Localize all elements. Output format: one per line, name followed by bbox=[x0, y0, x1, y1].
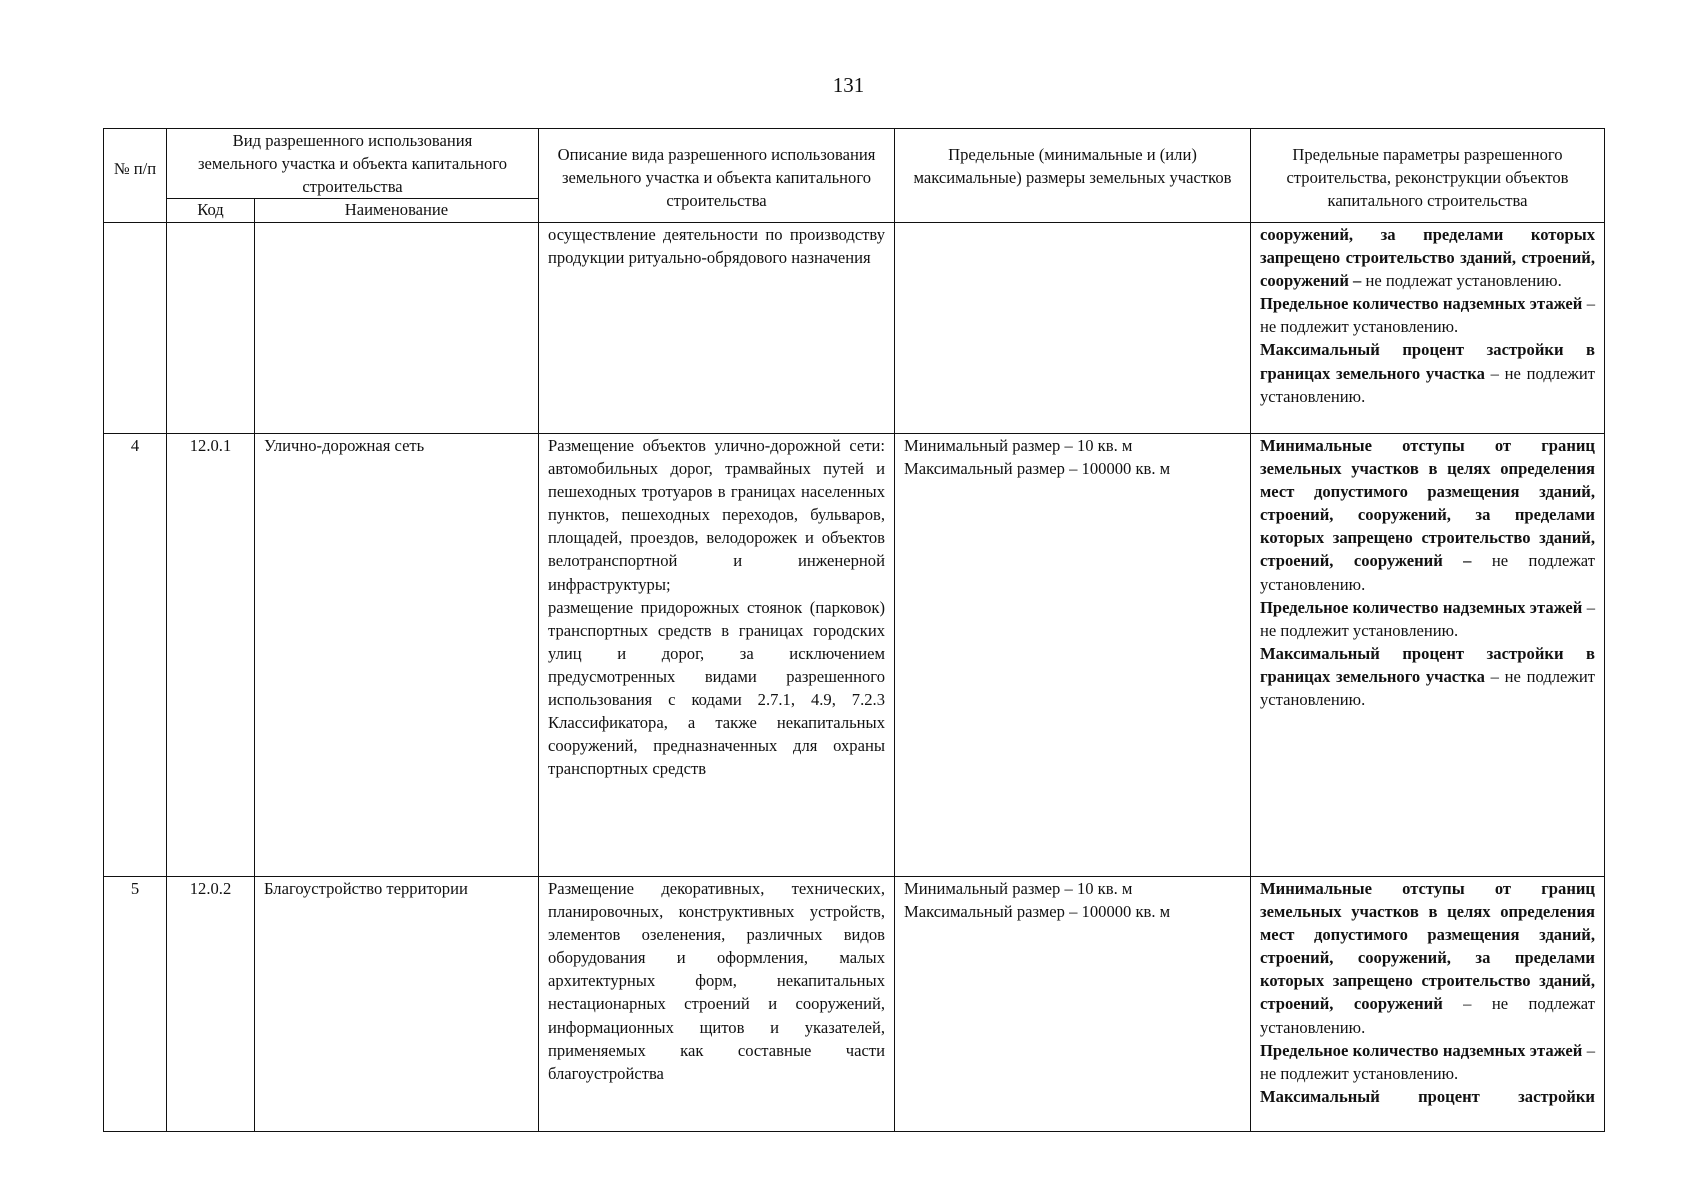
params-coverage: Максимальный процент застройки в границах земельного участка – не подлежит установлению. bbox=[1260, 340, 1595, 406]
row-num bbox=[104, 223, 167, 434]
page-number: 131 bbox=[832, 73, 865, 97]
row-sizes bbox=[895, 223, 1251, 434]
size-min: Минимальный размер – 10 кв. м bbox=[904, 436, 1133, 455]
params-floors: Предельное количество надземных этажей – не подлежит установлению. bbox=[1260, 1040, 1595, 1083]
header-code-cell bbox=[167, 199, 255, 223]
table-row bbox=[104, 877, 1605, 1132]
row-name bbox=[255, 223, 539, 434]
row-name: Улично-дорожная сеть bbox=[255, 434, 539, 877]
row-name: Благоустройство территории bbox=[255, 877, 539, 1132]
header-num-cell bbox=[104, 129, 167, 223]
header-name-cell bbox=[255, 199, 539, 223]
row-code bbox=[167, 223, 255, 434]
header-sizes: Предельные (минимальные и (или) максимальные) размеры земельных участков bbox=[913, 145, 1232, 187]
header-sizes-cell bbox=[895, 129, 1251, 223]
table-row bbox=[104, 434, 1605, 877]
row-params bbox=[1251, 434, 1605, 877]
size-min: Минимальный размер – 10 кв. м bbox=[904, 879, 1133, 898]
params-setback: сооружений, за пределами которых запрещено строительство зданий, строений, сооружений – не подлежат установлению. bbox=[1260, 225, 1595, 291]
description-paragraph: размещение придорожных стоянок (парковок) транспортных средств в границах городских улиц и дорог, за исключением предусмотренных видами разрешенного использования с кодами 2.7.1, 4.9, 7.2.3 Классификатора, а также некапитальных сооружений, предназначенных для охраны транспортных средств bbox=[548, 597, 885, 779]
header-num: № п/п bbox=[113, 159, 157, 178]
size-max: Максимальный размер – 100000 кв. м bbox=[904, 902, 1171, 922]
header-group-cell bbox=[167, 129, 539, 199]
table-row bbox=[104, 223, 1605, 434]
params-floors: Предельное количество надземных этажей – не подлежит установлению. bbox=[1260, 294, 1595, 337]
header-group: Вид разрешенного использования земельного участка и объекта капитального строительства bbox=[197, 131, 508, 196]
description-paragraph: Размещение декоративных, технических, планировочных, конструктивных устройств, элементов озеленения, различных видов оборудования и оформления, малых архитектурных форм, некапитальных нестационарных строений и сооружений, информационных щитов и указателей, применяемых как составные части благоустройства bbox=[548, 879, 885, 1083]
row-num: 5 bbox=[104, 877, 167, 1132]
row-description bbox=[539, 434, 895, 877]
row-params bbox=[1251, 877, 1605, 1132]
header-code: Код bbox=[197, 200, 224, 219]
size-max: Максимальный размер – 100000 кв. м bbox=[904, 459, 1171, 479]
row-sizes bbox=[895, 877, 1251, 1132]
description-paragraph: осуществление деятельности по производству продукции ритуально-обрядового назначения bbox=[548, 225, 885, 268]
params-setback: Минимальные отступы от границ земельных участков в целях определения мест допустимого размещения зданий, строений, сооружений, за пределами которых запрещено строительство зданий, строений, сооружений – не подлежат установлению. bbox=[1260, 436, 1595, 594]
params-floors: Предельное количество надземных этажей – не подлежит установлению. bbox=[1260, 597, 1595, 640]
params-coverage: Максимальный процент застройки в границах земельного участка – не подлежит установлению. bbox=[1260, 643, 1595, 710]
land-use-table bbox=[103, 128, 1605, 1132]
row-num: 4 bbox=[104, 434, 167, 877]
header-description: Описание вида разрешенного использования земельного участка и объекта капитального строительства bbox=[557, 145, 876, 210]
table-header bbox=[104, 129, 1605, 223]
row-code: 12.0.1 bbox=[167, 434, 255, 877]
params-coverage: Максимальный процент застройки bbox=[1260, 1086, 1595, 1106]
description-paragraph: Размещение объектов улично-дорожной сети: автомобильных дорог, трамвайных путей и пешеходных тротуаров в границах населенных пунктов, пешеходных переходов, бульваров, площадей, проездов, велодорожек и объектов велотранспортной и инженерной инфраструктуры; bbox=[548, 436, 885, 594]
header-description-cell bbox=[539, 129, 895, 223]
header-params: Предельные параметры разрешенного строительства, реконструкции объектов капитального строительства bbox=[1286, 145, 1569, 210]
row-params bbox=[1251, 223, 1605, 434]
header-params-cell bbox=[1251, 129, 1605, 223]
header-name: Наименование bbox=[344, 200, 449, 219]
row-description bbox=[539, 223, 895, 434]
row-code: 12.0.2 bbox=[167, 877, 255, 1132]
row-sizes bbox=[895, 434, 1251, 877]
row-description bbox=[539, 877, 895, 1132]
params-setback: Минимальные отступы от границ земельных участков в целях определения мест допустимого размещения зданий, строений, сооружений, за пределами которых запрещено строительство зданий, строений, сооружений – не подлежат установлению. bbox=[1260, 879, 1595, 1037]
